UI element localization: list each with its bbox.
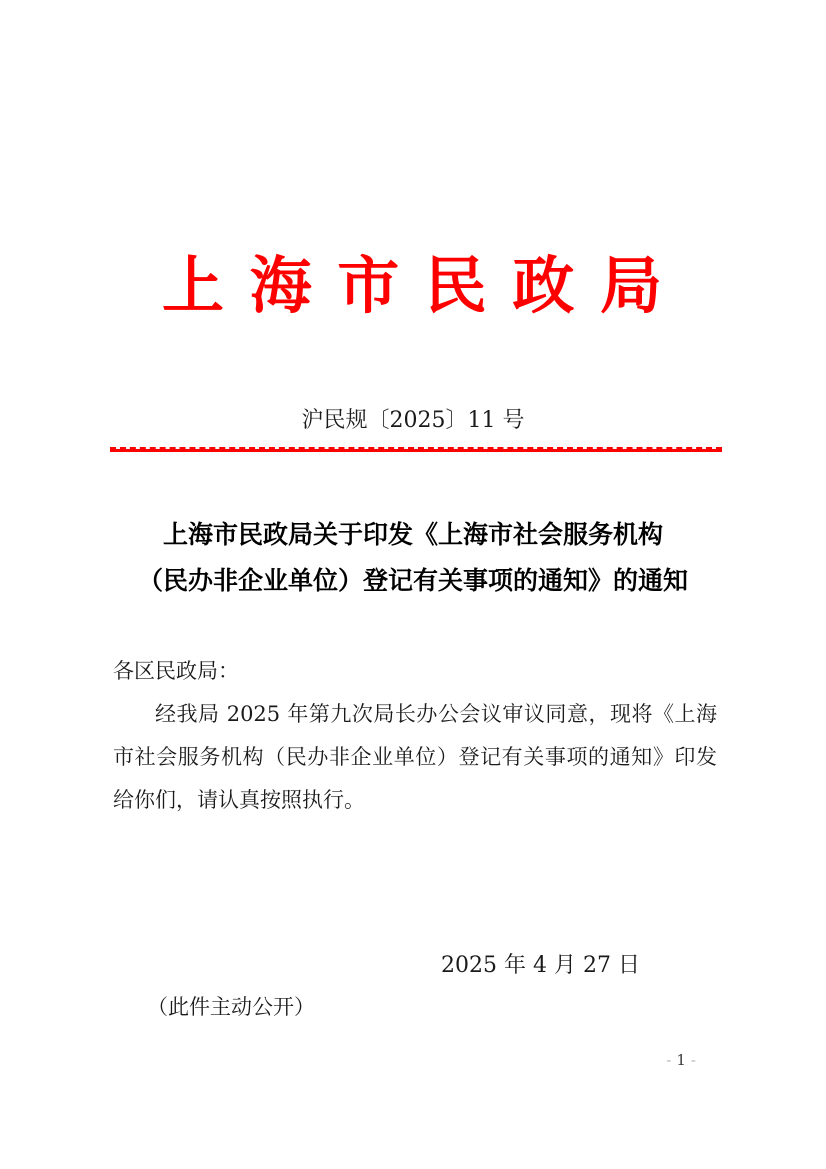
page-number-dash-left: -	[666, 1051, 672, 1069]
document-title	[0, 512, 826, 604]
document-number: 沪民规〔2025〕11 号	[301, 408, 525, 433]
page-number-dash-right: -	[690, 1051, 696, 1069]
document-date: 2025 年 4 月 27 日	[441, 953, 640, 978]
body-paragraph: 经我局 2025 年第九次局长办公会议审议同意，现将《上海市社会服务机构（民办非企业单位）登记有关事项的通知》印发给你们，请认真按照执行。	[113, 702, 717, 812]
document-body	[113, 650, 717, 822]
red-separator-rule	[110, 447, 722, 452]
document-title-line1: 上海市民政局关于印发《上海市社会服务机构	[162, 520, 663, 549]
agency-header-title: 上 海 市 民 政 局	[162, 249, 664, 322]
document-title-line2: （民办非企业单位）登记有关事项的通知》的通知	[137, 566, 688, 595]
page-number	[661, 1051, 701, 1069]
salutation: 各区民政局：	[113, 659, 239, 683]
disclosure-note: （此件主动公开）	[147, 995, 315, 1019]
page-number-value: 1	[676, 1051, 686, 1069]
